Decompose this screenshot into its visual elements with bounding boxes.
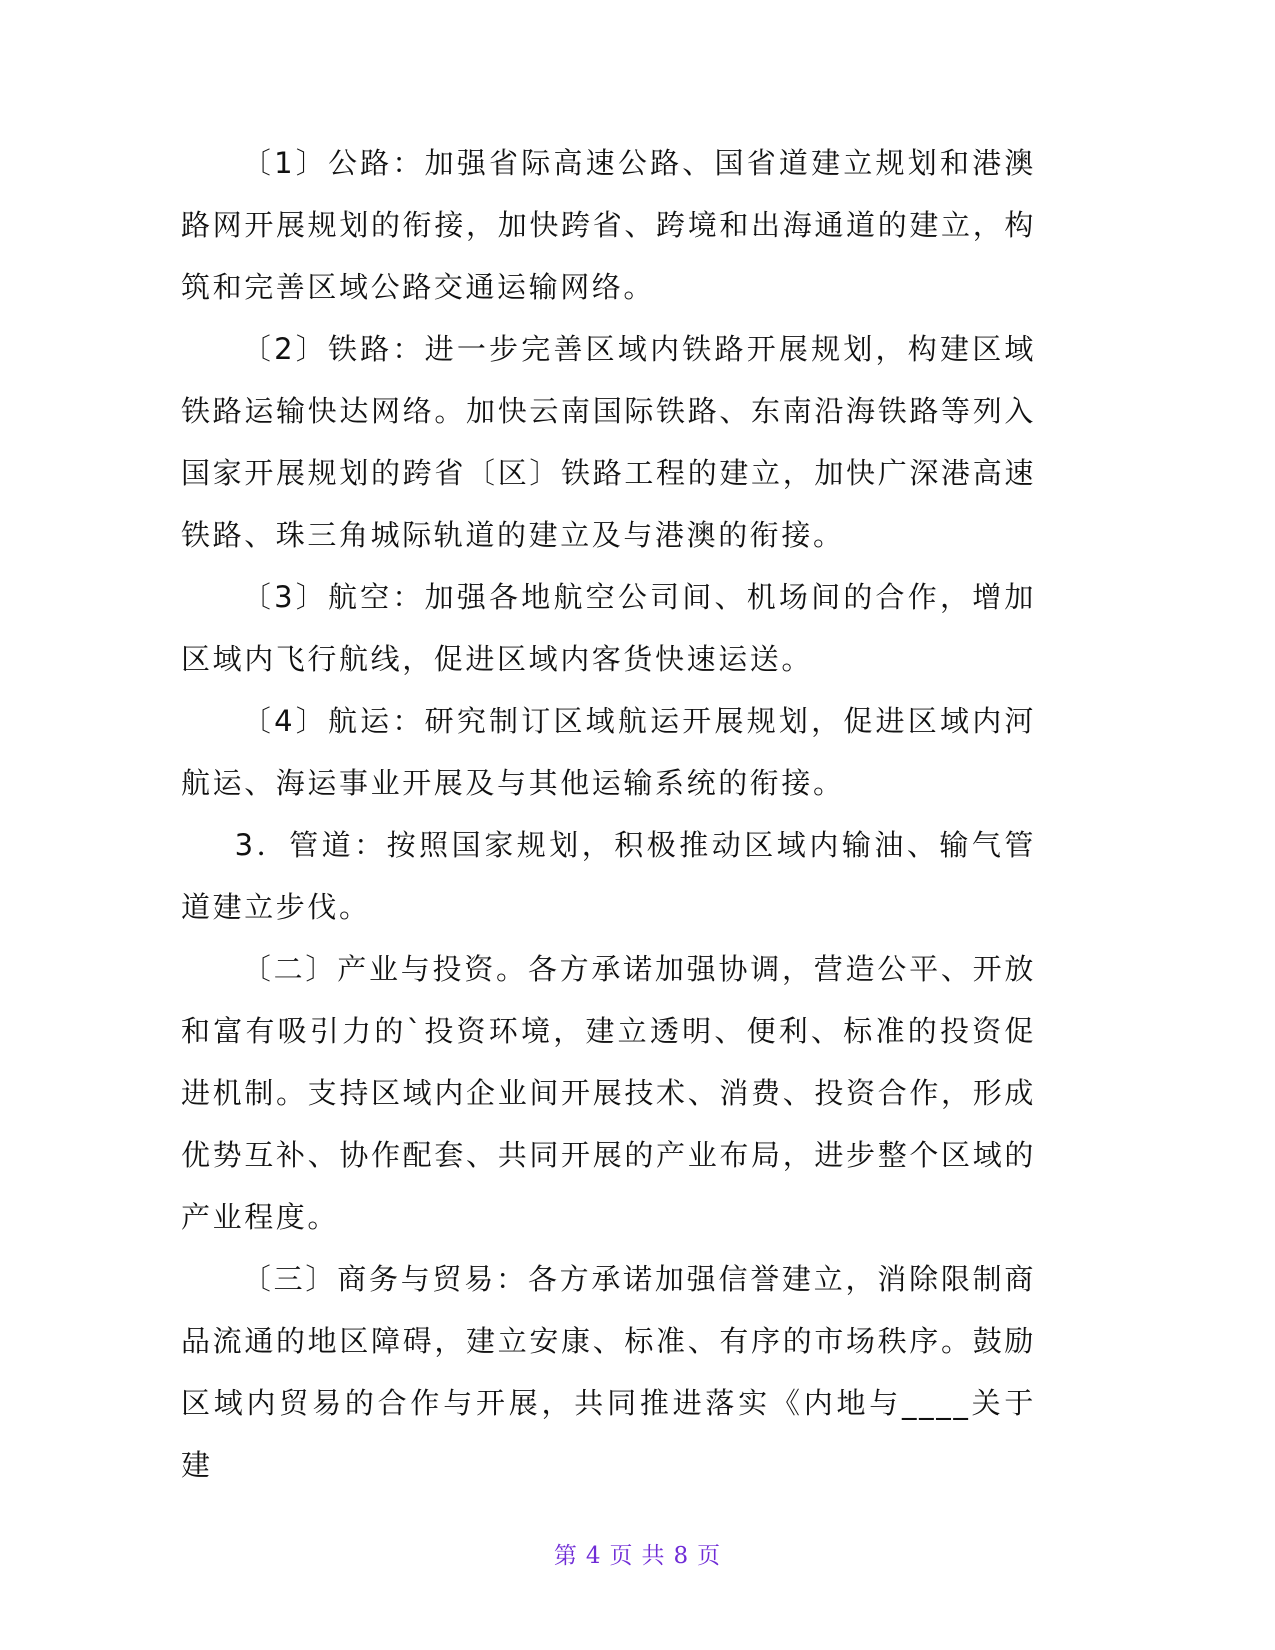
paragraph-pipeline: 3．管道：按照国家规划，积极推动区域内输油、输气管道建立步伐。 bbox=[181, 828, 1036, 924]
document-body bbox=[181, 132, 1036, 1496]
paragraph-railway: 〔2〕铁路：进一步完善区域内铁路开展规划，构建区域铁路运输快达网络。加快云南国际铁路、东南沿海铁路等列入国家开展规划的跨省〔区〕铁路工程的建立，加快广深港高速铁路、珠三角城际轨道的建立及与港澳的衔接。 bbox=[181, 332, 1036, 552]
footer-page-word: 页 bbox=[609, 1543, 634, 1569]
footer-total-pages: 8 bbox=[673, 1543, 690, 1569]
paragraph-industry-investment: 〔二〕产业与投资。各方承诺加强协调，营造公平、开放和富有吸引力的`投资环境，建立透明、便利、标准的投资促进机制。支持区域内企业间开展技术、消费、投资合作，形成优势互补、协作配套、共同开展的产业布局，进步整个区域的产业程度。 bbox=[181, 952, 1036, 1234]
paragraph-aviation: 〔3〕航空：加强各地航空公司间、机场间的合作，增加区域内飞行航线，促进区域内客货快速运送。 bbox=[181, 580, 1036, 676]
footer-total-word: 共 bbox=[641, 1543, 666, 1569]
page-footer bbox=[0, 1537, 1275, 1570]
footer-page-number: 4 bbox=[585, 1543, 602, 1569]
footer-suffix: 页 bbox=[697, 1543, 722, 1569]
paragraph-shipping: 〔4〕航运：研究制订区域航运开展规划，促进区域内河航运、海运事业开展及与其他运输系统的衔接。 bbox=[181, 704, 1036, 800]
paragraph-highway: 〔1〕公路：加强省际高速公路、国省道建立规划和港澳路网开展规划的衔接，加快跨省、跨境和出海通道的建立，构筑和完善区域公路交通运输网络。 bbox=[181, 146, 1036, 304]
footer-prefix: 第 bbox=[553, 1543, 578, 1569]
paragraph-commerce-trade: 〔三〕商务与贸易：各方承诺加强信誉建立，消除限制商品流通的地区障碍，建立安康、标准、有序的市场秩序。鼓励区域内贸易的合作与开展，共同推进落实《内地与____关于建 bbox=[181, 1262, 1036, 1482]
